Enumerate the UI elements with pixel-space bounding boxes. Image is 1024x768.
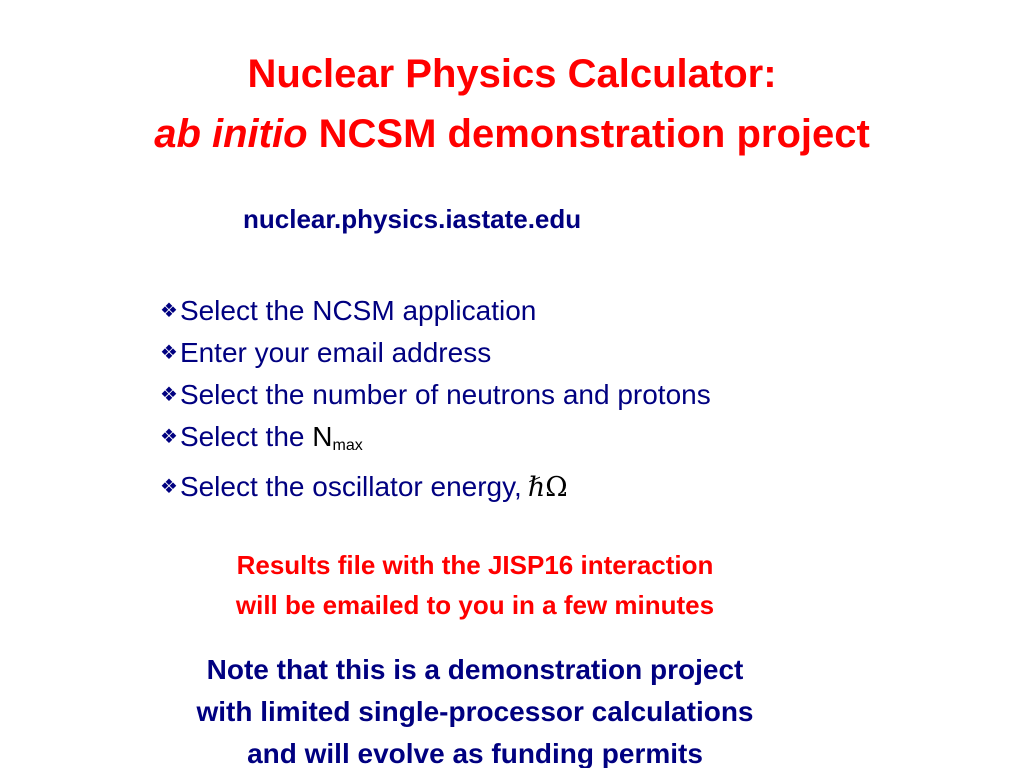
steps-list bbox=[160, 290, 711, 508]
results-notice bbox=[0, 545, 950, 625]
website-url[interactable]: nuclear.physics.iastate.edu bbox=[243, 204, 582, 234]
step-text: Select the number of neutrons and protons bbox=[179, 379, 711, 410]
nmax-base: N bbox=[312, 421, 333, 452]
list-item bbox=[160, 466, 711, 508]
diamond-bullet-icon: ❖ bbox=[160, 476, 178, 498]
demonstration-note bbox=[0, 649, 950, 768]
step-text: Select the NCSM application bbox=[179, 295, 537, 326]
note-line-3: and will evolve as funding permits bbox=[247, 738, 703, 768]
diamond-bullet-icon: ❖ bbox=[160, 426, 178, 448]
step-text: Select the oscillator energy, bbox=[179, 471, 522, 502]
results-line-1: Results file with the JISP16 interaction bbox=[236, 550, 714, 580]
diamond-bullet-icon: ❖ bbox=[160, 342, 178, 364]
list-item bbox=[160, 416, 711, 466]
step-text: Select the bbox=[179, 421, 313, 452]
list-item bbox=[160, 332, 711, 374]
note-line-2: with limited single-processor calculations bbox=[196, 696, 754, 727]
nmax-symbol bbox=[312, 421, 362, 452]
title-italic-text: ab initio bbox=[154, 112, 308, 156]
note-line-1: Note that this is a demonstration project bbox=[206, 654, 744, 685]
title-rest-text: NCSM demonstration project bbox=[307, 112, 870, 156]
hbar-omega-symbol: ℏΩ bbox=[527, 472, 568, 503]
nmax-subscript: max bbox=[332, 437, 363, 454]
list-item bbox=[160, 290, 711, 332]
slide-title-line-2 bbox=[0, 110, 1024, 158]
list-item bbox=[160, 374, 711, 416]
results-line-2: will be emailed to you in a few minutes bbox=[235, 590, 715, 620]
slide-title-line-1: Nuclear Physics Calculator: bbox=[247, 52, 777, 96]
diamond-bullet-icon: ❖ bbox=[160, 384, 178, 406]
diamond-bullet-icon: ❖ bbox=[160, 300, 178, 322]
step-text: Enter your email address bbox=[179, 337, 492, 368]
